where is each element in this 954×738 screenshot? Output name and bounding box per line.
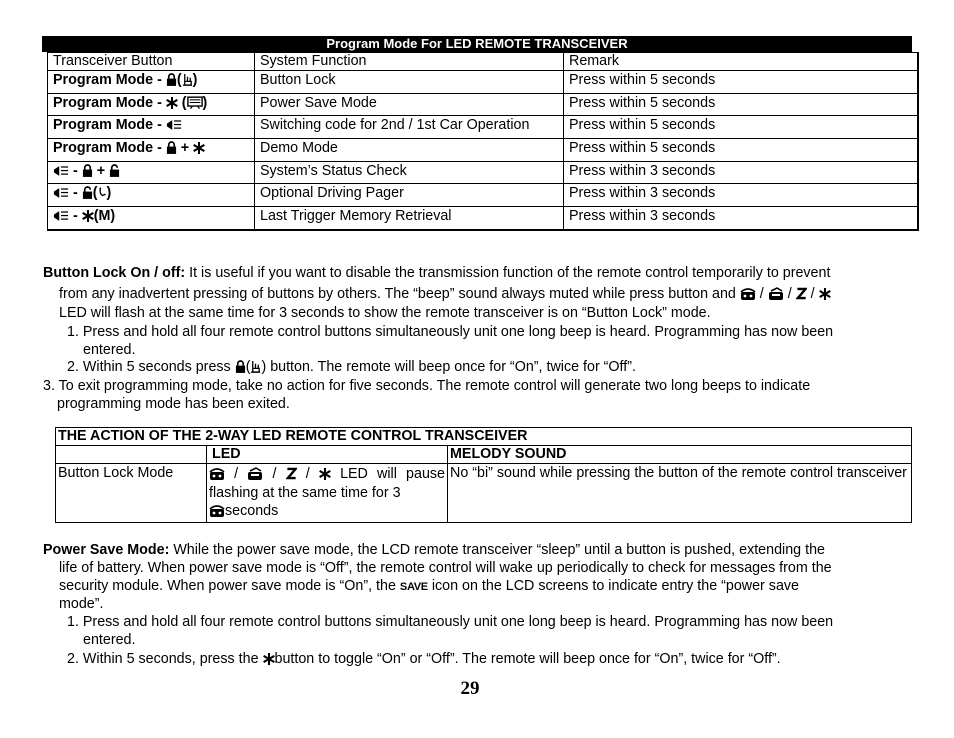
star-icon bbox=[263, 653, 275, 665]
button-cell: Program Mode - ( ) bbox=[48, 71, 255, 94]
power-save-heading: Power Save Mode: bbox=[43, 542, 170, 558]
function-cell: System’s Status Check bbox=[255, 161, 564, 184]
lock-icon bbox=[166, 141, 177, 154]
header-transceiver-button: Transceiver Button bbox=[48, 53, 255, 71]
z-icon bbox=[796, 287, 807, 300]
button-lock-step3: 3. To exit programming mode, take no action for five seconds. The remote control will generate two long beeps to indicate bbox=[43, 378, 811, 394]
function-cell: Demo Mode bbox=[255, 139, 564, 162]
star-icon bbox=[193, 142, 205, 154]
button-cell: Program Mode - + bbox=[48, 139, 255, 162]
table-row bbox=[48, 207, 918, 230]
table2-title: THE ACTION OF THE 2-WAY LED REMOTE CONTROL TRANSCEIVER bbox=[56, 428, 912, 446]
hand-icon bbox=[250, 360, 261, 373]
table-title-row bbox=[56, 428, 912, 446]
function-cell: Switching code for 2nd / 1st Car Operation bbox=[255, 116, 564, 139]
lock-icon bbox=[166, 73, 177, 86]
bell-icon bbox=[98, 186, 107, 199]
car-unlock-icon bbox=[247, 467, 263, 480]
function-cell: Last Trigger Memory Retrieval bbox=[255, 207, 564, 230]
lock-icon bbox=[235, 360, 246, 373]
button-lock-step1: 1. Press and hold all four remote control buttons simultaneously unit one long beep is heard. Programming has now been bbox=[67, 324, 834, 340]
table-header-row bbox=[48, 53, 918, 71]
power-save-line1: Power Save Mode: While the power save mode, the LCD remote transceiver “sleep” until a button is pushed, extending the bbox=[43, 542, 825, 558]
table-row bbox=[48, 116, 918, 139]
power-save-line3: security module. When power save mode is “On”, the SAVE icon on the LCD screens to indicate entry the “power save bbox=[59, 578, 799, 594]
button-lock-step1-cont: entered. bbox=[83, 342, 136, 358]
star-icon bbox=[166, 97, 178, 109]
button-cell: - + bbox=[48, 161, 255, 184]
table-row bbox=[48, 71, 918, 94]
remark-cell: Press within 3 seconds bbox=[564, 161, 918, 184]
header-remark: Remark bbox=[564, 53, 918, 71]
button-lock-step2: 2. Within 5 seconds press ( ) button. The remote will beep once for “On”, twice for “Off”. bbox=[67, 359, 636, 375]
remark-cell: Press within 3 seconds bbox=[564, 184, 918, 207]
power-save-line2: life of battery. When power save mode is “Off”, the remote control will wake up periodically to check for messages from the bbox=[59, 560, 832, 576]
remark-cell: Press within 5 seconds bbox=[564, 116, 918, 139]
table-header-row bbox=[56, 446, 912, 464]
button-lock-intro-line2: from any inadvertent pressing of buttons by others. The “beep” sound always muted while press button and / / / bbox=[59, 285, 911, 304]
power-save-line4: mode”. bbox=[59, 596, 104, 612]
star-icon bbox=[319, 468, 331, 480]
row-label: Button Lock Mode bbox=[56, 464, 207, 523]
table1-title: Program Mode For LED REMOTE TRANSCEIVER bbox=[42, 36, 912, 52]
remark-cell: Press within 5 seconds bbox=[564, 139, 918, 162]
button-cell: - ( ) bbox=[48, 184, 255, 207]
power-save-step2: 2. Within 5 seconds, press the button to toggle “On” or “Off”. The remote will beep once for “On”, twice for “Off”. bbox=[67, 651, 781, 667]
button-cell: Program Mode - ( ) bbox=[48, 93, 255, 116]
button-lock-step3-cont: programming mode has been exited. bbox=[57, 396, 290, 412]
led-line1: / / / LED will pause bbox=[209, 464, 445, 484]
table-row bbox=[48, 93, 918, 116]
z-icon bbox=[286, 467, 297, 480]
save-icon: SAVE bbox=[399, 581, 428, 593]
horn-icon bbox=[53, 210, 69, 222]
car-lock-icon bbox=[209, 504, 225, 517]
horn-icon bbox=[166, 119, 182, 131]
table-row bbox=[56, 464, 912, 523]
button-cell: - (M) bbox=[48, 207, 255, 230]
car-lock-icon bbox=[209, 467, 225, 480]
led-line3: seconds bbox=[209, 502, 445, 520]
button-cell: Program Mode - bbox=[48, 116, 255, 139]
car-unlock-icon bbox=[768, 287, 784, 300]
remark-cell: Press within 5 seconds bbox=[564, 93, 918, 116]
function-cell: Optional Driving Pager bbox=[255, 184, 564, 207]
horn-icon bbox=[53, 187, 69, 199]
button-lock-intro-line3: LED will flash at the same time for 3 seconds to show the remote transceiver is on “Button Lock” mode. bbox=[59, 305, 711, 321]
button-lock-heading: Button Lock On / off: bbox=[43, 265, 186, 281]
unlock-icon bbox=[82, 186, 93, 199]
lock-icon bbox=[82, 164, 93, 177]
power-save-step1: 1. Press and hold all four remote control buttons simultaneously unit one long beep is heard. Programming has now been bbox=[67, 614, 834, 630]
header-led: LED bbox=[207, 446, 448, 464]
melody-cell: No “bi” sound while pressing the button of the remote control transceiver bbox=[448, 464, 912, 523]
table-row bbox=[48, 139, 918, 162]
led-cell bbox=[207, 464, 448, 523]
header-system-function: System Function bbox=[255, 53, 564, 71]
action-table bbox=[55, 427, 912, 523]
power-save-step1-cont: entered. bbox=[83, 632, 136, 648]
program-mode-table bbox=[47, 52, 919, 231]
star-icon bbox=[819, 288, 831, 300]
screen-icon bbox=[187, 96, 203, 109]
table-row bbox=[48, 161, 918, 184]
unlock-icon bbox=[109, 164, 120, 177]
table-row bbox=[48, 184, 918, 207]
remark-cell: Press within 5 seconds bbox=[564, 71, 918, 94]
hand-icon bbox=[182, 73, 193, 86]
car-lock-icon bbox=[740, 287, 756, 300]
header-melody: MELODY SOUND bbox=[448, 446, 912, 464]
star-icon bbox=[82, 210, 94, 222]
button-lock-intro-line1: Button Lock On / off: It is useful if you want to disable the transmission function of the remote control temporarily to prevent bbox=[43, 265, 831, 281]
page-number: 29 bbox=[460, 678, 480, 699]
led-line2: flashing at the same time for 3 bbox=[209, 485, 401, 501]
header-empty bbox=[56, 446, 207, 464]
function-cell: Button Lock bbox=[255, 71, 564, 94]
function-cell: Power Save Mode bbox=[255, 93, 564, 116]
horn-icon bbox=[53, 165, 69, 177]
remark-cell: Press within 3 seconds bbox=[564, 207, 918, 230]
